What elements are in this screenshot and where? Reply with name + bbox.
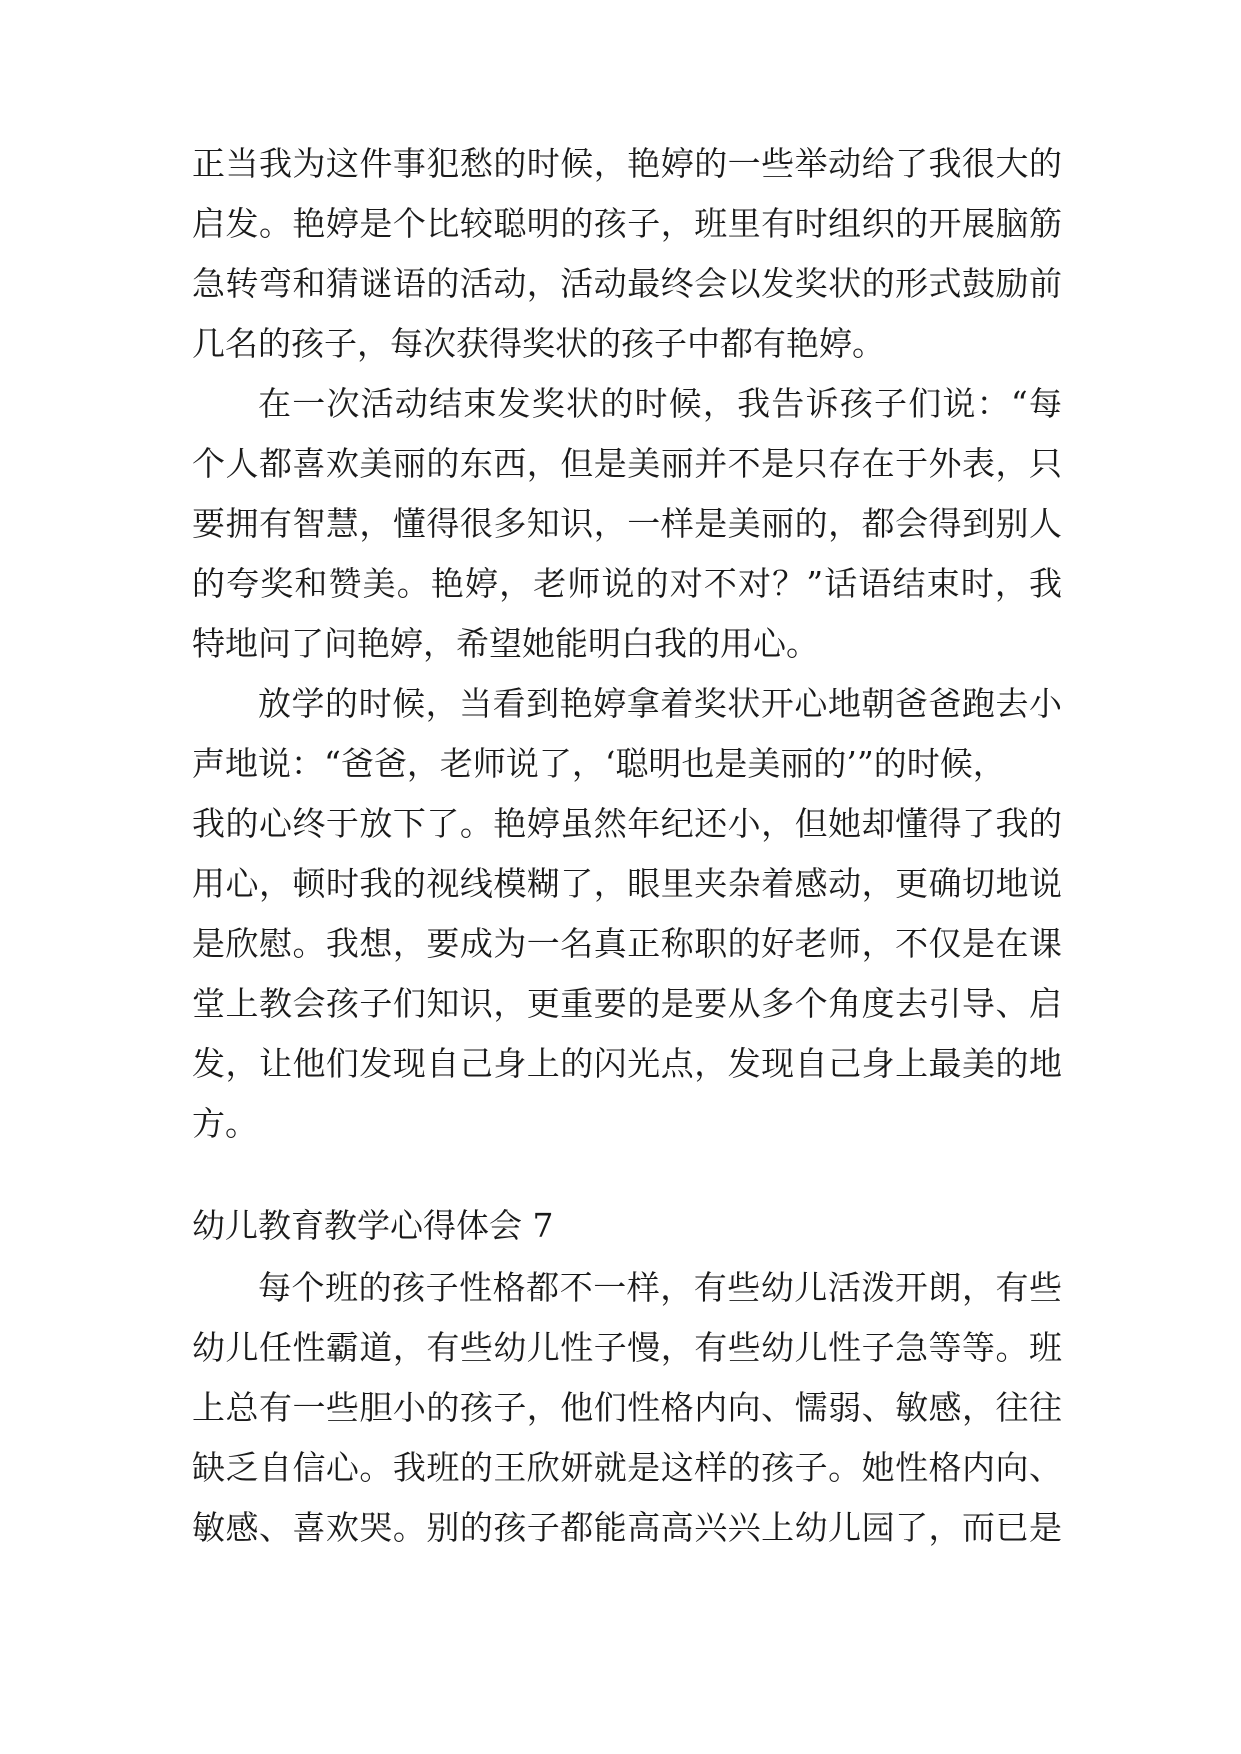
paragraph-4-line-5: 敏感、喜欢哭。别的孩子都能高高兴兴上幼儿园了，而已是: [192, 1508, 1062, 1547]
paragraph-3-line-7: 发，让他们发现自己身上的闪光点，发现自己身上最美的地: [192, 1044, 1062, 1083]
paragraph-4-line-4: 缺乏自信心。我班的王欣妍就是这样的孩子。她性格内向、: [192, 1448, 1062, 1487]
paragraph-3-line-8: 方。: [192, 1104, 258, 1143]
paragraph-1-line-3: 急转弯和猜谜语的活动，活动最终会以发奖状的形式鼓励前: [192, 264, 1062, 303]
section-heading: 幼儿教育教学心得体会 7: [192, 1206, 554, 1245]
paragraph-1-line-2: 启发。艳婷是个比较聪明的孩子，班里有时组织的开展脑筋: [192, 204, 1062, 243]
paragraph-2-line-5: 特地问了问艳婷，希望她能明白我的用心。: [192, 624, 819, 663]
paragraph-4-line-3: 上总有一些胆小的孩子，他们性格内向、懦弱、敏感，往往: [192, 1388, 1062, 1427]
paragraph-4-line-1: 每个班的孩子性格都不一样，有些幼儿活泼开朗，有些: [258, 1268, 1062, 1307]
paragraph-3-line-6: 堂上教会孩子们知识，更重要的是要从多个角度去引导、启: [192, 984, 1062, 1023]
paragraph-2-line-3: 要拥有智慧，懂得很多知识，一样是美丽的，都会得到别人: [192, 504, 1062, 543]
paragraph-1-line-1: 正当我为这件事犯愁的时候，艳婷的一些举动给了我很大的: [192, 144, 1062, 183]
paragraph-3-line-2: 声地说：“爸爸，老师说了，‘聪明也是美丽的’”的时候，: [192, 744, 1006, 783]
paragraph-3-line-4: 用心，顿时我的视线模糊了，眼里夹杂着感动，更确切地说: [192, 864, 1062, 903]
paragraph-1-line-4: 几名的孩子，每次获得奖状的孩子中都有艳婷。: [192, 324, 885, 363]
paragraph-3-line-3: 我的心终于放下了。艳婷虽然年纪还小，但她却懂得了我的: [192, 804, 1062, 843]
paragraph-2-line-2: 个人都喜欢美丽的东西，但是美丽并不是只存在于外表，只: [192, 444, 1062, 483]
paragraph-3-line-1: 放学的时候，当看到艳婷拿着奖状开心地朝爸爸跑去小: [258, 684, 1062, 723]
paragraph-4-line-2: 幼儿任性霸道，有些幼儿性子慢，有些幼儿性子急等等。班: [192, 1328, 1062, 1367]
paragraph-3-line-5: 是欣慰。我想，要成为一名真正称职的好老师，不仅是在课: [192, 924, 1062, 963]
paragraph-2-line-1: 在一次活动结束发奖状的时候，我告诉孩子们说：“每: [258, 384, 1062, 423]
paragraph-2-line-4: 的夸奖和赞美。艳婷，老师说的对不对？”话语结束时，我: [192, 564, 1062, 603]
